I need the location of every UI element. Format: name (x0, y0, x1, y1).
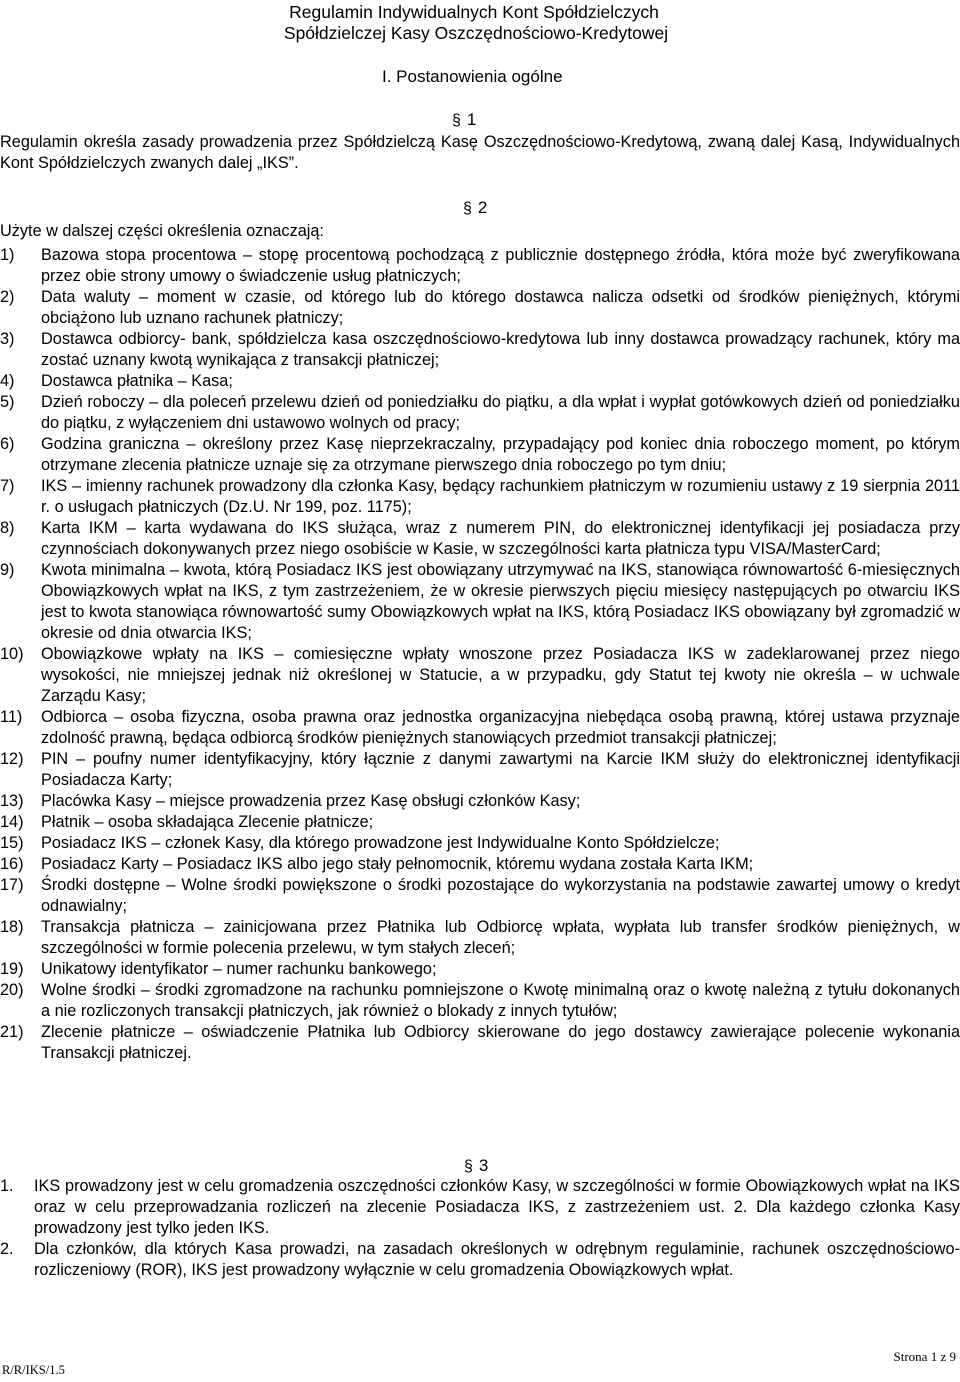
list-item-text: Odbiorca – osoba fizyczna, osoba prawna oraz jednostka organizacyjna niebędąca osobą prawną, której ustawa przyznaje zdolność prawną, będąca odbiorcą środków pieniężnych stanowiących przedmiot transakcji płatniczej; (41, 708, 960, 747)
section-number: 1 (466, 110, 477, 129)
list-item-number: 8) (0, 519, 15, 537)
list-item (0, 245, 960, 287)
section-mark: § (464, 1158, 473, 1175)
list-item (0, 518, 960, 560)
section-3-heading (464, 1156, 488, 1176)
list-item (0, 707, 960, 749)
list-item-text: Unikatowy identyfikator – numer rachunku bankowego; (41, 960, 437, 978)
list-item (0, 749, 960, 791)
list-item (0, 854, 960, 875)
document-title-line2: Spółdzielczej Kasy Oszczędnościowo-Kredytowej (283, 23, 669, 43)
list-item-text: Dla członków, dla których Kasa prowadzi, na zasadach określonych w odrębnym regulaminie, rachunek oszczędnościowo-rozliczeniowy (ROR), IKS jest prowadzony wyłącznie w celu gromadzenia Obowiązkowych wpłat. (34, 1240, 960, 1279)
list-item-number: 2. (0, 1240, 14, 1258)
list-item-text: Zlecenie płatnicze – oświadczenie Płatnika lub Odbiorcy skierowane do jego dostawcy zawierające polecenie wykonania Transakcji płatniczej. (41, 1023, 960, 1062)
chapter-heading: I. Postanowienia ogólne (382, 67, 563, 86)
list-item-number: 10) (0, 645, 24, 663)
list-item (0, 875, 960, 917)
list-item-text: Data waluty – moment w czasie, od którego lub do którego dostawca nalicza odsetki od środków pieniężnych, którymi obciążono lub uznano rachunek płatniczy; (41, 288, 960, 327)
list-item-number: 17) (0, 876, 24, 894)
list-item-text: Dostawca odbiorcy- bank, spółdzielcza kasa oszczędnościowo-kredytowa lub inny dostawca prowadzący rachunek, który ma zostać uznany kwotą wynikająca z transakcji płatniczej; (41, 330, 960, 369)
section-number: 3 (478, 1156, 489, 1175)
list-item-number: 11) (0, 708, 23, 726)
list-item (0, 980, 960, 1022)
section-3-list (0, 1176, 960, 1281)
page-number (894, 1349, 956, 1365)
page-word: Strona (893, 1349, 928, 1364)
list-item (0, 287, 960, 329)
page-of: z (940, 1349, 947, 1364)
list-item-number: 16) (0, 855, 24, 873)
list-item (0, 959, 960, 980)
list-item-text: Godzina graniczna – określony przez Kasę nieprzekraczalny, przypadający pod koniec dnia roboczego moment, po którym otrzymane zlecenia płatnicze uznaje się za otrzymane pierwszego dnia roboczego po tym dniu; (41, 435, 960, 474)
list-item-number: 12) (0, 750, 24, 768)
list-item (0, 371, 960, 392)
list-item-number: 15) (0, 834, 24, 852)
list-item (0, 1022, 960, 1064)
document-title-line1: Regulamin Indywidualnych Kont Spółdzielczych (289, 2, 659, 22)
list-item (0, 434, 960, 476)
list-item (0, 812, 960, 833)
list-item-text: Placówka Kasy – miejsce prowadzenia przez Kasę obsługi członków Kasy; (41, 792, 581, 810)
list-item-text: Transakcja płatnicza – zainicjowana przez Płatnika lub Odbiorcę wpłata, wypłata lub transfer środków pieniężnych, w szczególności w formie polecenia przelewu, w tym stałych zleceń; (41, 918, 960, 957)
list-item-number: 18) (0, 918, 24, 936)
section-1-text: Regulamin określa zasady prowadzenia przez Spółdzielczą Kasę Oszczędnościowo-Kredytową, zwaną dalej Kasą, Indywidualnych Kont Spółdzielczych zwanych dalej „IKS”. (0, 133, 960, 172)
list-item-text: Posiadacz IKS – członek Kasy, dla którego prowadzone jest Indywidualne Konto Spółdzielcze; (41, 834, 720, 852)
list-item-number: 2) (0, 288, 15, 306)
list-item (0, 1176, 960, 1239)
section-mark: § (463, 200, 472, 217)
definitions-list (0, 245, 960, 1064)
list-item (0, 1239, 960, 1281)
section-2-heading (463, 198, 487, 218)
list-item-text: IKS – imienny rachunek prowadzony dla członka Kasy, będący rachunkiem płatniczym w rozumieniu ustawy z 19 sierpnia 2011 r. o usługach płatniczych (Dz.U. Nr 199, poz. 1175); (41, 477, 960, 516)
list-item (0, 791, 960, 812)
list-item-text: Kwota minimalna – kwota, którą Posiadacz IKS jest obowiązany utrzymywać na IKS, stanowiąca równowartość 6-miesięcznych Obowiązkowych wpłat na IKS, z tym zastrzeżeniem, że w okresie pierwszych pięciu miesięcy następujących po otwarciu IKS jest to kwota stanowiąca równowartość sumy Obowiązkowych wpłat na IKS, którą Posiadacz IKS obowiązany był zgromadzić w okresie od dnia otwarcia IKS; (41, 561, 960, 642)
list-item-text: IKS prowadzony jest w celu gromadzenia oszczędności członków Kasy, w szczególności w formie Obowiązkowych wpłat na IKS oraz w celu przeprowadzania rozliczeń na zlecenie Posiadacza IKS, z zastrzeżeniem ust. 2. Dla każdego członka Kasy prowadzony jest tylko jeden IKS. (34, 1177, 960, 1237)
page-total: 9 (949, 1349, 956, 1364)
list-item-number: 9) (0, 561, 15, 579)
list-item-number: 13) (0, 792, 24, 810)
list-item-text: Bazowa stopa procentowa – stopę procentową pochodzącą z publicznie dostępnego źródła, która może być zweryfikowana przez obie strony umowy o świadczenie usług płatniczych; (41, 246, 960, 285)
section-mark: § (452, 112, 461, 129)
list-item-text: Posiadacz Karty – Posiadacz IKS albo jego stały pełnomocnik, któremu wydana została Karta IKM; (41, 855, 754, 873)
list-item-number: 4) (0, 372, 15, 390)
list-item (0, 476, 960, 518)
list-item-number: 19) (0, 960, 24, 978)
list-item (0, 833, 960, 854)
list-item-text: Wolne środki – środki zgromadzone na rachunku pomniejszone o Kwotę minimalną oraz o kwotę należną z tytułu dokonanych a nie rozliczonych transakcji płatniczych, jak również o blokady z innych tytułów; (41, 981, 960, 1020)
list-item-text: Dostawca płatnika – Kasa; (41, 372, 233, 390)
list-item-text: Obowiązkowe wpłaty na IKS – comiesięczne wpłaty wnoszone przez Posiadacza IKS w zadeklarowanej przez niego wysokości, nie mniejszej jednak niż określonej w Statucie, a w przypadku, gdy Statut tej kwoty nie określa – w uchwale Zarządu Kasy; (41, 645, 960, 705)
list-item-text: Dzień roboczy – dla poleceń przelewu dzień od poniedziałku do piątku, a dla wpłat i wypłat gotówkowych dzień od poniedziałku do piątku, z wyłączeniem dni ustawowo wolnych od pracy; (41, 393, 960, 432)
list-item-number: 6) (0, 435, 15, 453)
list-item (0, 917, 960, 959)
list-item-number: 3) (0, 330, 15, 348)
list-item (0, 560, 960, 644)
list-item-number: 14) (0, 813, 24, 831)
list-item-text: Środki dostępne – Wolne środki powiększone o środki pozostające do wykorzystania na podstawie zawartej umowy o kredyt odnawialny; (41, 876, 960, 915)
list-item-number: 21) (0, 1023, 24, 1041)
list-item-number: 1. (0, 1177, 14, 1195)
list-item-number: 7) (0, 477, 15, 495)
list-item-text: Karta IKM – karta wydawana do IKS służąca, wraz z numerem PIN, do elektronicznej identyfikacji jej posiadacza przy czynnościach dokonywanych przez niego osobiście w Kasie, w szczególności karta płatnicza typu VISA/MasterCard; (41, 519, 960, 558)
list-item (0, 392, 960, 434)
section-1-heading (452, 110, 476, 130)
list-item-number: 5) (0, 393, 15, 411)
page-current: 1 (930, 1349, 938, 1364)
list-item-text: PIN – poufny numer identyfikacyjny, który łącznie z danymi zawartymi na Karcie IKM służy do elektronicznej identyfikacji Posiadacza Karty; (41, 750, 960, 789)
section-number: 2 (477, 198, 488, 217)
section-2-intro: Użyte w dalszej części określenia oznaczają: (0, 222, 324, 240)
document-code: R/R/IKS/1.5 (2, 1363, 65, 1377)
list-item-text: Płatnik – osoba składająca Zlecenie płatnicze; (41, 813, 374, 831)
list-item-number: 20) (0, 981, 24, 999)
list-item (0, 644, 960, 707)
list-item (0, 329, 960, 371)
list-item-number: 1) (0, 246, 15, 264)
